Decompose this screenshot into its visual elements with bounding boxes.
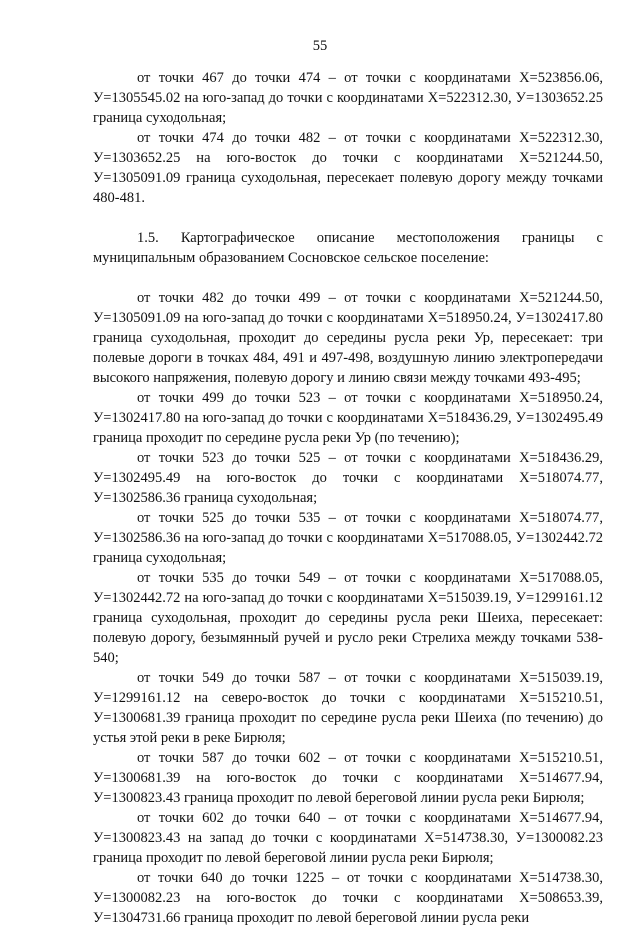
spacer xyxy=(93,208,603,228)
paragraph-640-1225: от точки 640 до точки 1225 – от точки с координатами Х=514738.30, У=1300082.23 на юго-восток до точки с координатами Х=508653.39, У=1304731.66 граница проходит по левой береговой линии русла реки xyxy=(93,870,603,926)
paragraph-482-499: от точки 482 до точки 499 – от точки с координатами Х=521244.50, У=1305091.09 на юго-запад до точки с координатами Х=518950.24, У=1302417.80 граница суходольная, проходит до середины русла реки Ур, пересекает: три полевые дороги в точках 484, 491 и 497-498, воздушную линию электропередачи высокого напряжения, полевую дорогу и линию связи между точками 493-495; xyxy=(93,290,603,386)
paragraph-467-474: от точки 467 до точки 474 – от точки с координатами Х=523856.06, У=1305545.02 на юго-запад до точки с координатами Х=522312.30, У=1303652.25 граница суходольная; xyxy=(93,70,603,126)
page-number: 55 xyxy=(312,38,328,54)
section-heading: 1.5. Картографическое описание местоположения границы с муниципальным образованием Сосновское сельское поселение: xyxy=(93,230,603,266)
paragraph-474-482: от точки 474 до точки 482 – от точки с координатами Х=522312.30, У=1303652.25 на юго-восток до точки с координатами Х=521244.50, У=1305091.09 граница суходольная, пересекает полевую дорогу между точками 480-481. xyxy=(93,130,603,206)
paragraph-523-525: от точки 523 до точки 525 – от точки с координатами Х=518436.29, У=1302495.49 на юго-восток до точки с координатами Х=518074.77, У=1302586.36 граница суходольная; xyxy=(93,450,603,506)
paragraph-587-602: от точки 587 до точки 602 – от точки с координатами Х=515210.51, У=1300681.39 на юго-восток до точки с координатами Х=514677.94, У=1300823.43 граница проходит по левой береговой линии русла реки Бирюля; xyxy=(93,750,603,806)
paragraph-602-640: от точки 602 до точки 640 – от точки с координатами Х=514677.94, У=1300823.43 на запад до точки с координатами Х=514738.30, У=1300082.23 граница проходит по левой береговой линии русла реки Бирюля; xyxy=(93,810,603,866)
paragraph-499-523: от точки 499 до точки 523 – от точки с координатами Х=518950.24, У=1302417.80 на юго-запад до точки с координатами Х=518436.29, У=1302495.49 граница проходит по середине русла реки Ур (по течению); xyxy=(93,390,603,446)
paragraph-549-587: от точки 549 до точки 587 – от точки с координатами Х=515039.19, У=1299161.12 на северо-восток до точки с координатами Х=515210.51, У=1300681.39 граница проходит по середине русла реки Шеиха (по течению) до устья этой реки в реке Бирюля; xyxy=(93,670,603,746)
spacer xyxy=(93,268,603,288)
paragraph-525-535: от точки 525 до точки 535 – от точки с координатами Х=518074.77, У=1302586.36 на юго-запад до точки с координатами Х=517088.05, У=1302442.72 граница суходольная; xyxy=(93,510,603,566)
paragraph-535-549: от точки 535 до точки 549 – от точки с координатами Х=517088.05, У=1302442.72 на юго-запад до точки с координатами Х=515039.19, У=1299161.12 граница суходольная, проходит до середины русла реки Шеиха, пересекает: полевую дорогу, безымянный ручей и русло реки Стрелиха между точками 538-540; xyxy=(93,570,603,666)
document-body xyxy=(93,68,603,928)
